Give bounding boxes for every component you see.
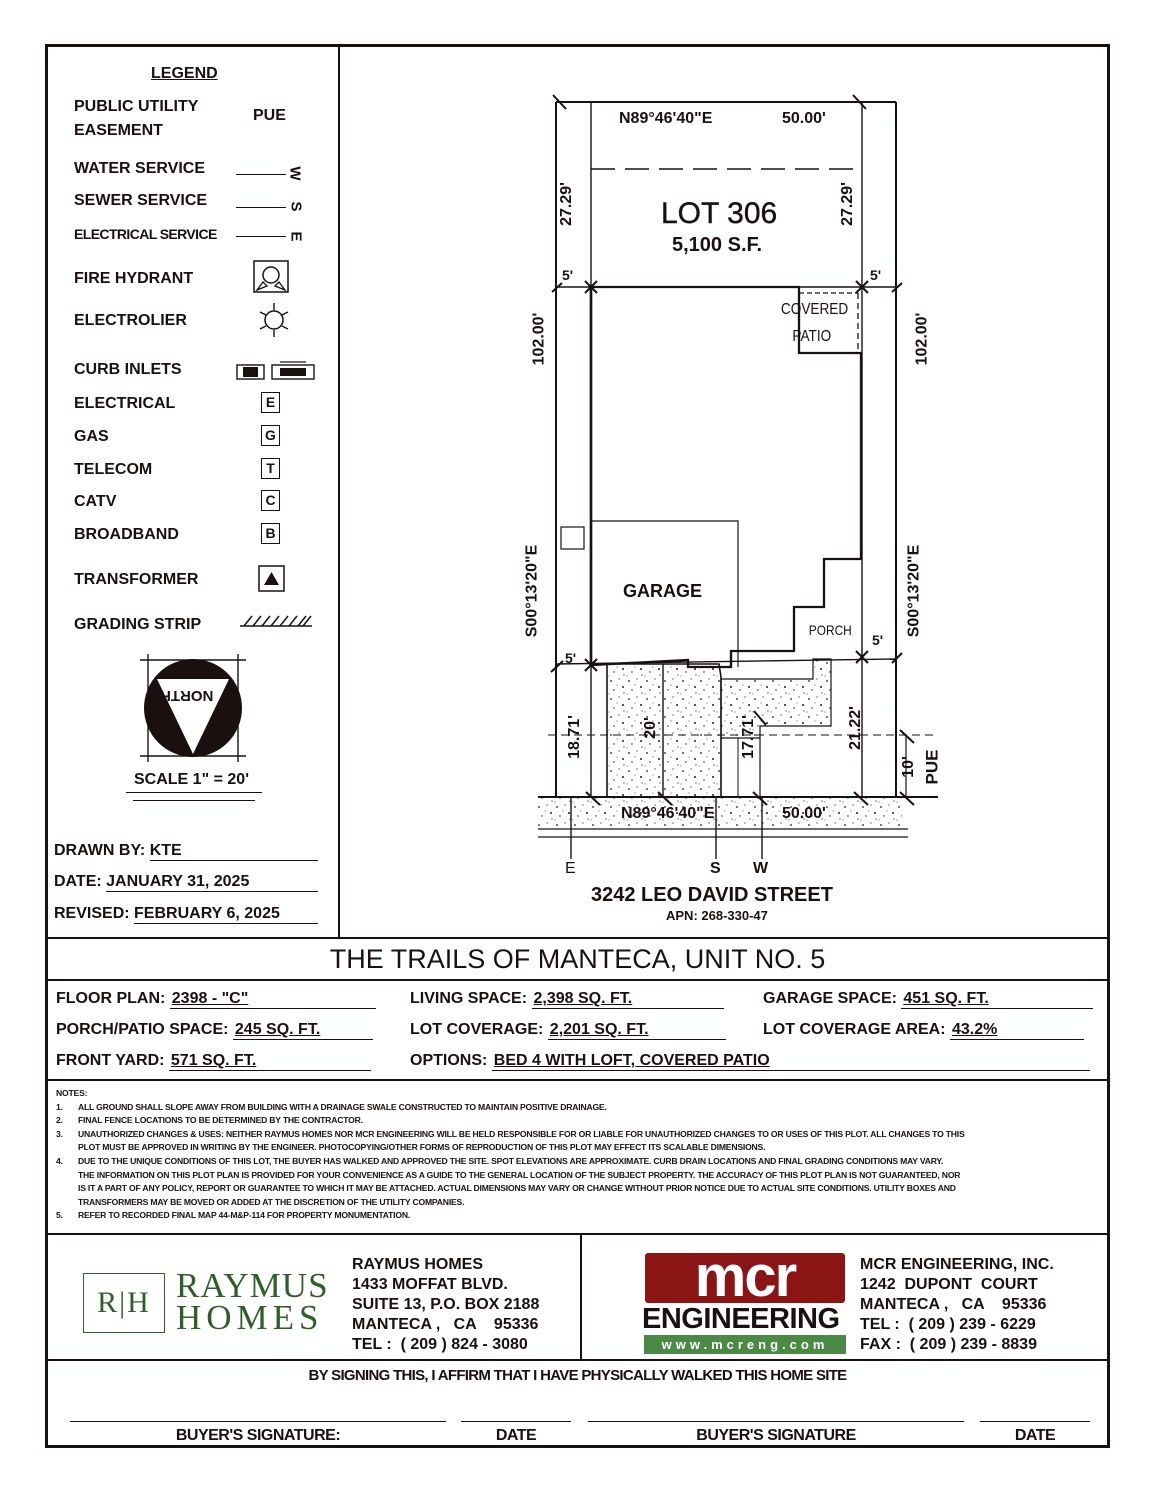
transformer-icon [258, 565, 286, 593]
company-logos-row [48, 1233, 1107, 1361]
pue-symbol: PUE [253, 107, 286, 124]
info-front-yard [56, 1052, 371, 1071]
info-value: 451 SQ. FT. [901, 990, 1093, 1009]
legend-item-telecom: TELECOM [74, 461, 153, 478]
electrical-symbol: E [287, 231, 305, 242]
logo-divider [580, 1235, 582, 1359]
legend-item-grading-strip: GRADING STRIP [74, 616, 202, 633]
driveway-width: 20' [641, 717, 659, 739]
lot-number: LOT 306 [661, 197, 778, 230]
utility-sewer: S [710, 860, 721, 877]
pue-label: PUE [922, 749, 942, 785]
note-2 [56, 1114, 1101, 1128]
garage-label: GARAGE [623, 581, 703, 601]
legend-item-water: WATER SERVICE [74, 160, 205, 177]
legend-panel [48, 47, 340, 937]
plot-plan-sheet [45, 44, 1110, 1448]
revised-value: FEBRUARY 6, 2025 [134, 905, 318, 924]
note-4-cont: IS IT A PART OF ANY POLICY, REPORT OR GUARANTEE TO WHICH IT MAY BE ATTACHED. ACTUAL DIMENSIONS MAY VARY OR CHANGE WITHOUT PRIOR NOTICE DUE TO ACTUAL SITE CONDITIONS. UTILITY BOXES AND [78, 1183, 956, 1194]
note-number: 4. [56, 1155, 63, 1166]
info-label: LIVING SPACE: [410, 990, 528, 1007]
date-label: DATE: [54, 873, 102, 890]
north-arrow-icon [136, 652, 250, 764]
raymus-address1: 1433 MOFFAT BLVD. [352, 1276, 508, 1293]
revised [54, 905, 318, 924]
front-setback-garage: 18.71' [565, 715, 583, 759]
buyer1-label: BUYER'S SIGNATURE: [175, 1427, 341, 1444]
info-label: FRONT YARD: [56, 1052, 165, 1069]
utility-electrical: E [565, 860, 576, 877]
raymus-logo-text-2: HOMES [176, 1298, 324, 1337]
note-5 [56, 1209, 1101, 1223]
electrical-line-icon [236, 236, 286, 237]
info-options [410, 1052, 1090, 1071]
notes-section [56, 1087, 1101, 1223]
note-4 [56, 1155, 1101, 1169]
note-text: ALL GROUND SHALL SLOPE AWAY FROM BUILDING WITH A DRAINAGE SWALE CONSTRUCTED TO MAINTAIN POSITIVE DRAINAGE. [78, 1101, 607, 1112]
raymus-address2: SUITE 13, P.O. BOX 2188 [352, 1296, 540, 1313]
front-setback-porch: 21.22' [846, 706, 864, 750]
mcr-logo-letters: mcr [694, 1244, 796, 1309]
fire-hydrant-icon [253, 260, 289, 294]
left-side-length: 102.00' [530, 312, 548, 366]
right-bearing: S00°13'20"E [905, 544, 923, 638]
info-lot-coverage [410, 1021, 726, 1040]
rear-setback-left: 27.29' [557, 182, 575, 226]
legend-item-electrolier: ELECTROLIER [74, 312, 187, 329]
date1-field[interactable] [461, 1421, 571, 1422]
scale-underline-2 [133, 800, 255, 801]
info-value: 245 SQ. FT. [233, 1021, 373, 1040]
note-number: 3. [56, 1128, 63, 1139]
raymus-city: MANTECA , CA 95336 [352, 1316, 539, 1333]
note-number: 5. [56, 1210, 63, 1221]
north-label: NORTH [160, 687, 214, 704]
mcr-fax: FAX : ( 209 ) 239 - 8839 [860, 1336, 1037, 1353]
note-4-cont: TRANSFORMERS MAY BE MOVED OR ADDED AT THE DISCRETION OF THE UTILITY COMPANIES. [78, 1196, 465, 1207]
bottom-distance: 50.00' [782, 805, 826, 822]
note-text: REFER TO RECORDED FINAL MAP 44-M&P-114 FOR PROPERTY MONUMENTATION. [78, 1210, 411, 1221]
info-value: 2,201 SQ. FT. [548, 1021, 726, 1040]
electrolier-icon [256, 302, 292, 338]
info-value: 571 SQ. FT. [169, 1052, 371, 1071]
legend-item-electrical: ELECTRICAL [74, 395, 176, 412]
mcr-name: MCR ENGINEERING, INC. [860, 1256, 1054, 1273]
legend-item-broadband: BROADBAND [74, 526, 179, 543]
info-label: PORCH/PATIO SPACE: [56, 1021, 229, 1038]
legend-item-pue [74, 95, 198, 143]
water-line-icon [236, 174, 286, 175]
buyer2-signature-field[interactable] [588, 1421, 964, 1422]
info-label: LOT COVERAGE: [410, 1021, 544, 1038]
right-side-length: 102.00' [913, 312, 931, 366]
side-setback-left-front: 5' [565, 650, 577, 666]
utility-water: W [753, 860, 769, 877]
info-porch-patio [56, 1021, 373, 1040]
date2-label: DATE [1014, 1427, 1056, 1444]
mcr-engineering-text: ENGINEERING [642, 1303, 840, 1335]
street-address: 3242 LEO DAVID STREET [591, 884, 833, 906]
mcr-tel: TEL : ( 209 ) 239 - 6229 [860, 1316, 1036, 1333]
lot-area: 5,100 S.F. [672, 234, 763, 256]
raymus-tel: TEL : ( 209 ) 824 - 3080 [352, 1336, 528, 1353]
buyer1-signature-field[interactable] [70, 1421, 446, 1422]
top-distance: 50.00' [782, 110, 826, 127]
front-setback-mid: 17.71' [739, 715, 757, 759]
affirmation-text: BY SIGNING THIS, I AFFIRM THAT I HAVE PHYSICALLY WALKED THIS HOME SITE [308, 1367, 847, 1384]
side-setback-right-front: 5' [872, 632, 884, 648]
legend-label: EASEMENT [74, 122, 163, 139]
electrical-box-icon: E [261, 392, 280, 413]
project-title: THE TRAILS OF MANTECA, UNIT NO. 5 [48, 937, 1107, 981]
top-bearing: N89°46'40"E [619, 110, 713, 127]
date2-field[interactable] [980, 1421, 1090, 1422]
bottom-bearing: N89°46'40"E [621, 805, 715, 822]
legend-item-electrical-service: ELECTRICAL SERVICE [74, 226, 217, 242]
legend-item-gas: GAS [74, 428, 109, 445]
mcr-website: www.mcreng.com [644, 1335, 846, 1354]
scale-underline [126, 792, 262, 793]
info-label: OPTIONS: [410, 1052, 488, 1069]
info-value: 2398 - "C" [170, 990, 376, 1009]
raymus-logo-mark [83, 1273, 165, 1333]
drawn-by [54, 842, 318, 861]
rear-setback-right: 27.29' [838, 182, 856, 226]
info-living-space [410, 990, 724, 1009]
raymus-address-block [352, 1255, 539, 1355]
legend-title: LEGEND [151, 65, 218, 82]
raymus-monogram: R|H [97, 1286, 151, 1319]
mcr-address1: 1242 DUPONT COURT [860, 1276, 1038, 1293]
gas-box-icon: G [261, 425, 280, 446]
raymus-logo-text-1: RAYMUS [176, 1266, 329, 1305]
sewer-symbol: S [287, 201, 305, 212]
note-4-cont: THE INFORMATION ON THIS PLOT PLAN IS PROVIDED FOR YOUR CONVENIENCE AS A GUIDE TO THE GENERAL LOCATION OF THE SUBJECT PROPERTY. THE ACCURACY OF THIS PLOT PLAN IS NOT GUARANTEED, NOR [78, 1169, 961, 1180]
note-text: UNAUTHORIZED CHANGES & USES: NEITHER RAYMUS HOMES NOR MCR ENGINEERING WILL BE HELD RESPONSIBLE FOR OR LIABLE FOR UNAUTHORIZED CHANGES TO OR USES OF THIS PLOT. ALL CHANGES TO THIS [78, 1128, 965, 1139]
sewer-line-icon [236, 207, 286, 208]
legend-item-transformer: TRANSFORMER [74, 571, 199, 588]
notes-divider [48, 1079, 1107, 1081]
legend-item-catv: CATV [74, 493, 117, 510]
mcr-address-block [860, 1255, 1054, 1355]
legend-item-fire-hydrant: FIRE HYDRANT [74, 270, 194, 287]
date-value: JANUARY 31, 2025 [106, 873, 318, 892]
legend-item-sewer: SEWER SERVICE [74, 192, 208, 209]
info-value: 2,398 SQ. FT. [532, 990, 724, 1009]
notes-title: NOTES: [56, 1088, 88, 1098]
scale-label: SCALE 1" = 20' [134, 771, 249, 788]
info-label: LOT COVERAGE AREA: [763, 1021, 946, 1038]
info-floor-plan [56, 990, 376, 1009]
curb-inlet-icon [236, 360, 318, 382]
info-value: BED 4 WITH LOFT, COVERED PATIO [492, 1052, 1090, 1071]
grading-strip-hatch-icon [238, 613, 316, 629]
note-3-cont: PLOT MUST BE APPROVED IN WRITING BY THE ENGINEER. PHOTOCOPYING/OTHER FORMS OF REPRODUCTION OF THIS PLOT MAY EFFECT ITS SCALABLE DIMENSIONS. [78, 1142, 766, 1153]
mcr-logo-block [645, 1244, 845, 1309]
legend-item-curb-inlets: CURB INLETS [74, 361, 182, 378]
side-setback-right-rear: 5' [870, 267, 882, 283]
info-lot-coverage-area [763, 1021, 1084, 1040]
mcr-city: MANTECA , CA 95336 [860, 1296, 1047, 1313]
date1-label: DATE [495, 1427, 537, 1444]
water-symbol: W [286, 166, 304, 181]
pue-width: 10' [899, 756, 917, 778]
porch-label: PORCH [808, 622, 852, 638]
note-text: FINAL FENCE LOCATIONS TO BE DETERMINED BY THE CONTRACTOR. [78, 1115, 363, 1126]
buyer2-label: BUYER'S SIGNATURE [696, 1427, 856, 1444]
covered-patio-label-1: COVERED [780, 301, 849, 318]
drawn-by-label: DRAWN BY: [54, 842, 146, 859]
signature-area [48, 1359, 1107, 1447]
plot-drawing [338, 47, 1110, 937]
revised-label: REVISED: [54, 905, 130, 922]
side-setback-left-rear: 5' [562, 267, 574, 283]
left-bearing: S00°13'20"E [523, 544, 541, 638]
note-number: 1. [56, 1101, 63, 1112]
info-value: 43.2% [950, 1021, 1084, 1040]
note-1 [56, 1101, 1101, 1115]
date [54, 873, 318, 892]
lot-plan-svg [338, 47, 1110, 937]
note-text: DUE TO THE UNIQUE CONDITIONS OF THIS LOT, THE BUYER HAS WALKED AND APPROVED THE SITE. SPOT ELEVATIONS ARE APPROXIMATE. CURB DRAIN LOCATIONS AND FINAL GRADING CONDITIONS MAY VARY. [78, 1155, 944, 1166]
raymus-name: RAYMUS HOMES [352, 1256, 483, 1273]
note-3 [56, 1128, 1101, 1142]
telecom-box-icon: T [261, 458, 280, 479]
legend-label: PUBLIC UTILITY [74, 98, 199, 115]
catv-box-icon: C [261, 490, 280, 511]
note-number: 2. [56, 1115, 63, 1126]
drawn-by-value: KTE [150, 842, 318, 861]
apn: APN: 268-330-47 [666, 908, 768, 923]
info-label: FLOOR PLAN: [56, 990, 166, 1007]
covered-patio-label-2: PATIO [792, 328, 832, 345]
info-garage-space [763, 990, 1093, 1009]
broadband-box-icon: B [261, 523, 280, 544]
info-label: GARAGE SPACE: [763, 990, 897, 1007]
